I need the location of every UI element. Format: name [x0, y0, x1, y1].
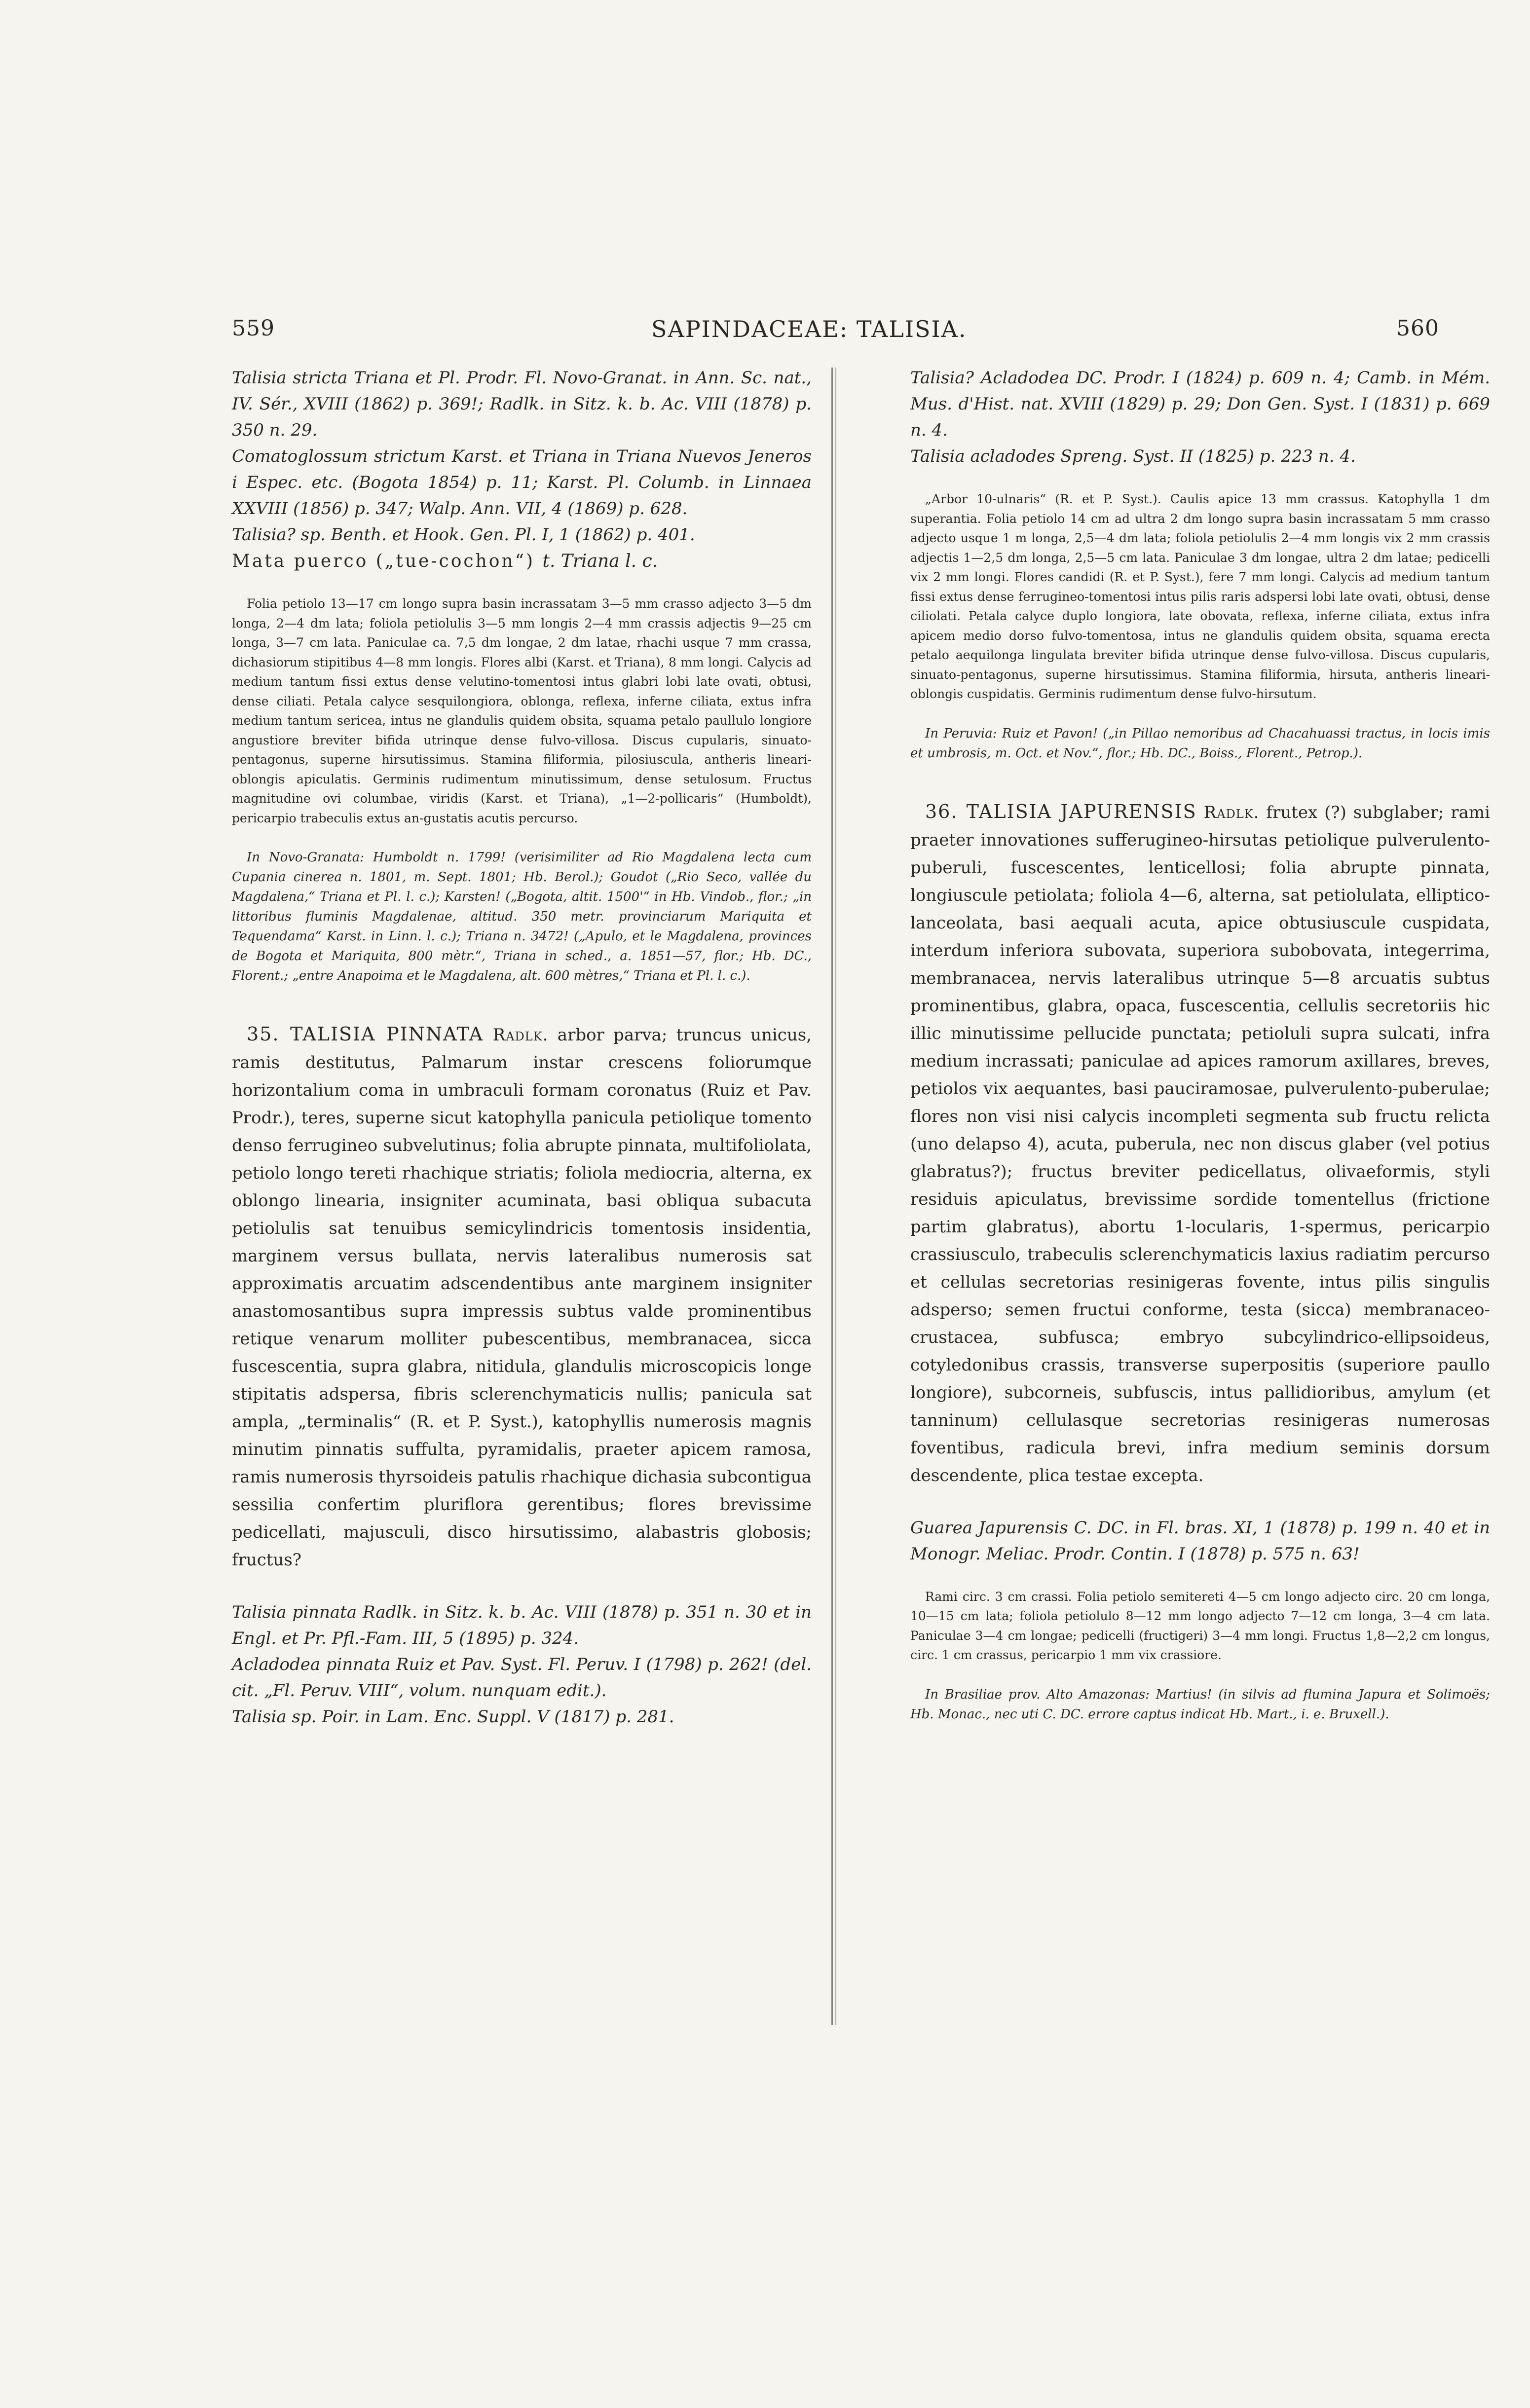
vernacular-source: t. Triana l. c.	[542, 551, 658, 571]
species-heading: 36. TALISIA JAPURENSIS	[925, 800, 1197, 822]
species-heading: 35. TALISIA PINNATA	[247, 1023, 484, 1045]
species-description: „Arbor 10-ulnaris“ (R. et P. Syst.). Caulis apice 13 mm crassus. Katophylla 1 dm superantia. Folia petiolo 14 cm ad ultra 2 dm longo supra basin incrassatam 5 mm crasso adjecto usque 1 m longa, 2,5—4 dm lata; foliola petiolulis 2—4 mm longis vix 2 mm crassis adjectis 1—2,5 dm longa, 2,5—5 cm lata. Paniculae 3 dm longae, ultra 2 dm latae; pedicelli vix 2 mm longi. Flores candidi (R. et P. Syst.), fere 7 mm longi. Calycis ad medium tantum fissi extus dense ferrugineo-tomentosi intus pilis raris adspersi lobi late ovati, obtusi, dense ciliolati. Petala calyce duplo longiora, late obovata, reflexa, inferne ciliata, extus infra apicem medio dorso fulvo-tomentosa, intus ne glandulis quidem obsita, squama erecta petalo aequilonga lingulata breviter bifida utrinque dense fulvo-villosa. Discus cupularis, sinuato-pentagonus, superne hirsutissimus. Stamina filiformia, hirsuta, antheris lineari-oblongis cuspidatis. Germinis rudimentum dense fulvo-hirsutum.	[910, 492, 1490, 701]
species-author: Radlk.	[492, 1025, 549, 1045]
species-author: Radlk.	[1203, 802, 1260, 822]
synonym-reference: Talisia pinnata Radlk. in Sitz. k. b. Ac. VIII (1878) p. 351 n. 30 et in Engl. et Pr. Pfl.-Fam. III, 5 (1895) p. 324.	[232, 1602, 812, 1648]
synonym-reference: Talisia sp. Poir. in Lam. Enc. Suppl. V (1817) p. 281.	[232, 1707, 674, 1727]
distribution-note: In Brasiliae prov. Alto Amazonas: Martius! (in silvis ad flumina Japura et Solimoës; Hb. Monac., nec uti C. DC. errore captus indicat Hb. Mart., i. e. Bruxell.).	[910, 1687, 1490, 1722]
column-rule	[831, 368, 833, 2025]
species-entry-36	[910, 798, 1490, 1489]
synonym-reference: Acladodea pinnata Ruiz et Pav. Syst. Fl. Peruv. I (1798) p. 262! (del. cit. „Fl. Peruv. VIII“, volum. nunquam edit.).	[232, 1655, 812, 1701]
left-column	[232, 365, 812, 1730]
page-number-right: 560	[1396, 316, 1439, 341]
species-diagnosis: arbor parva; truncus unicus, ramis destitutus, Palmarum instar crescens foliorumque horizontalium coma in umbraculi formam coronatus (Ruiz et Pav. Prodr.), teres, superne sicut katophylla panicula petiolique tomento denso ferrugineo subvelutinus; folia abrupte pinnata, multifoliolata, petiolo longo tereti rhachique striatis; foliola mediocria, alterna, ex oblongo linearia, insigniter acuminata, basi obliqua subacuta petiolulis sat tenuibus semicylindricis tomentosis insidentia, marginem versus bullata, nervis lateralibus numerosis sat approximatis arcuatim adscendentibus ante marginem insigniter anastomosantibus supra impressis subtus valde prominentibus retique venarum molliter pubescentibus, membranacea, sicca fuscescentia, supra glabra, nitidula, glandulis microscopicis longe stipitatis adspersa, fibris sclerenchymaticis nullis; panicula sat ampla, „terminalis“ (R. et P. Syst.), katophyllis numerosis magnis minutim pinnatis suffulta, pyramidalis, praeter apicem ramosa, ramis numerosis thyrsoideis patulis rhachique dichasia subcontigua sessilia confertim pluriflora gerentibus; flores brevissime pedicellati, majusculi, disco hirsutissimo, alabastris globosis; fructus?	[232, 1025, 812, 1570]
right-column	[910, 365, 1490, 1724]
species-diagnosis: frutex (?) subglaber; rami praeter innovationes sufferugineo-hirsutas petiolique pulverulento-puberuli, fuscescentes, lenticellosi; folia abrupte pinnata, longiuscule petiolata; foliola 4—6, alterna, sat petiolulata, elliptico-lanceolata, basi aequali acuta, apice obtusiuscule cuspidata, interdum inferiora subovata, superiora subobovata, integerrima, membranacea, nervis lateralibus utrinque 5—8 arcuatis subtus prominentibus, glabra, opaca, fuscescentia, cellulis secretoriis hic illic minutissime pellucide punctata; petioluli supra sulcati, infra medium incrassati; paniculae ad apices ramorum axillares, breves, petiolos vix aequantes, basi pauciramosae, pulverulento-puberulae; flores non visi nisi calycis incompleti segmenta sub fructu relicta (uno delapso 4), acuta, puberula, nec non discus glaber (vel potius glabratus?); fructus breviter pedicellatus, olivaeformis, styli residuis apiculatus, brevissime sordide tomentellus (frictione partim glabratus), abortu 1-locularis, 1-spermus, pericarpio crassiusculo, trabeculis sclerenchymaticis laxius radiatim percurso et cellulas secretorias resinigeras fovente, intus pilis singulis adsperso; semen fructui conforme, testa (sicca) membranaceo-crustacea, subfusca; embryo subcylindrico-ellipsoideus, cotyledonibus crassis, transverse superpositis (superiore paullo longiore), subcorneis, subfuscis, intus pallidioribus, amylum (et tanninum) cellulasque secretorias resinigeras numerosas foventibus, radicula brevi, infra medium seminis dorsum descendente, plica testae excepta.	[910, 802, 1491, 1485]
column-rule-inner	[835, 368, 836, 2025]
page-number-left: 559	[232, 316, 275, 341]
species-description: Folia petiolo 13—17 cm longo supra basin incrassatam 3—5 mm crasso adjecto 3—5 dm longa, 2—4 dm lata; foliola petiolulis 3—5 mm longis 2—4 mm crassis adjectis 9—25 cm longa, 3—7 cm lata. Paniculae ca. 7,5 dm longae, 2 dm latae, rhachi usque 7 mm crassa, dichasiorum stipitibus 4—8 mm longis. Flores albi (Karst. et Triana), 8 mm longi. Calycis ad medium tantum fissi extus dense velutino-tomentosi intus glabri lobi late ovati, obtusi, dense ciliati. Petala calyce sesquilongiora, oblonga, reflexa, inferne ciliata, extus infra medium tantum sericea, intus ne glandulis quidem obsita, squama petalo paullulo longiore angustiore breviter bifida utrinque dense fulvo-villosa. Discus cupularis, sinuato-pentagonus, superne hirsutissimus. Stamina filiformia, pilosiuscula, antheris lineari-oblongis apiculatis. Germinis rudimentum minutissimum, dense setulosum. Fructus magnitudine ovi columbae, viridis (Karst. et Triana), „1—2-pollicaris“ (Humboldt), pericarpio trabeculis extus an-gustatis acutis percurso.	[232, 596, 812, 825]
species-description: Rami circ. 3 cm crassi. Folia petiolo semitereti 4—5 cm longo adjecto circ. 20 cm longa, 10—15 cm lata; foliola petiolulo 8—12 mm longo adjecto 7—12 cm longa, 3—4 cm lata. Paniculae 3—4 cm longae; pedicelli (fructigeri) 3—4 mm longi. Fructus 1,8—2,2 cm longus, circ. 1 cm crassus, pericarpio 1 mm vix crassiore.	[910, 1589, 1490, 1662]
species-entry-35	[232, 1020, 812, 1574]
synonym-reference: Talisia? sp. Benth. et Hook. Gen. Pl. I, 1 (1862) p. 401.	[232, 525, 695, 545]
synonym-reference: Guarea Japurensis C. DC. in Fl. bras. XI, 1 (1878) p. 199 n. 40 et in Monogr. Meliac. Prodr. Contin. I (1878) p. 575 n. 63!	[910, 1518, 1490, 1564]
distribution-note: In Novo-Granata: Humboldt n. 1799! (verisimiliter ad Rio Magdalena lecta cum Cupania cinerea n. 1801, m. Sept. 1801; Hb. Berol.); Goudot („Rio Seco, vallée du Magdalena,“ Triana et Pl. l. c.); Karsten! („Bogota, altit. 1500'“ in Hb. Vindob., flor.; „in littoribus fluminis Magdalenae, altitud. 350 metr. provinciarum Mariquita et Tequendama“ Karst. in Linn. l. c.); Triana n. 3472! („Apulo, et le Magdalena, provinces de Bogota et Mariquita, 800 mètr.“, Triana in sched., a. 1851—57, flor.; Hb. DC., Florent.; „entre Anapoima et le Magdalena, alt. 600 mètres,“ Triana et Pl. l. c.).	[232, 850, 812, 983]
synonym-reference: Talisia? Acladodea DC. Prodr. I (1824) p. 609 n. 4; Camb. in Mém. Mus. d'Hist. nat. XVIII (1829) p. 29; Don Gen. Syst. I (1831) p. 669 n. 4.	[910, 368, 1490, 440]
synonym-reference: Talisia stricta Triana et Pl. Prodr. Fl. Novo-Granat. in Ann. Sc. nat., IV. Sér., XVIII (1862) p. 369!; Radlk. in Sitz. k. b. Ac. VIII (1878) p. 350 n. 29.	[232, 368, 812, 440]
vernacular-name	[232, 548, 812, 574]
synonym-reference: Comatoglossum strictum Karst. et Triana in Triana Nuevos Jeneros i Espec. etc. (Bogota 1854) p. 11; Karst. Pl. Columb. in Linnaea XXVIII (1856) p. 347; Walp. Ann. VII, 4 (1869) p. 628.	[232, 446, 812, 519]
synonym-reference: Talisia acladodes Spreng. Syst. II (1825) p. 223 n. 4.	[910, 446, 1356, 466]
vernacular-name-text: Mata puerco („tue-cochon“)	[232, 551, 535, 571]
running-title: SAPINDACEAE: TALISIA.	[651, 316, 967, 342]
distribution-note: In Peruvia: Ruiz et Pavon! („in Pillao nemoribus ad Chacahuassi tractus, in locis imis et umbrosis, m. Oct. et Nov.“, flor.; Hb. DC., Boiss., Florent., Petrop.).	[910, 726, 1490, 761]
